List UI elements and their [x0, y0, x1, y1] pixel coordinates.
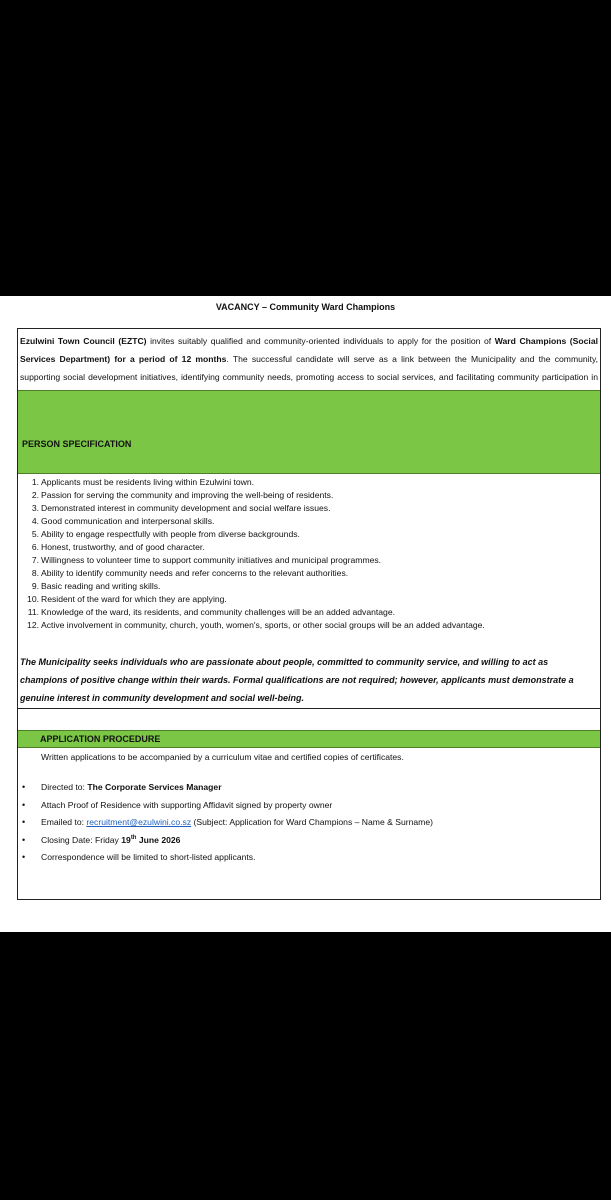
- written-applications-note: Written applications to be accompanied by a curriculum vitae and certified copies of certificates.: [41, 752, 404, 762]
- attach-text: Attach Proof of Residence with supporting Affidavit signed by property owner: [41, 799, 333, 810]
- list-item: [0, 502, 611, 515]
- list-number: 3.: [31, 503, 39, 513]
- list-item: [0, 832, 611, 850]
- intro-position: Ward Champions (Social Services Department) for a period of 12 months: [20, 336, 598, 364]
- list-item: [0, 515, 611, 528]
- person-specification-heading: PERSON SPECIFICATION: [18, 390, 600, 474]
- list-text: Passion for serving the community and improving the well-being of residents.: [41, 490, 334, 500]
- list-item: [0, 619, 611, 632]
- list-number: 11.: [27, 607, 39, 617]
- list-number: 12.: [27, 620, 39, 630]
- closing-day-suffix: th: [130, 834, 137, 841]
- bullet-icon: •: [22, 799, 26, 810]
- application-procedure-heading: APPLICATION PROCEDURE: [18, 730, 600, 748]
- email-link[interactable]: recruitment@ezulwini.co.sz: [86, 817, 192, 827]
- municipality-statement: The Municipality seeks individuals who are passionate about people, committed to community service, and willing to act as champions of positive change within their wards. Formal qualifications are not required; however, applicants must demonstrate a genuine interest in community development and social well-being.: [20, 657, 574, 703]
- procedure-list: [0, 779, 611, 867]
- list-item: [0, 528, 611, 541]
- list-item: [0, 814, 611, 832]
- bullet-icon: •: [22, 817, 26, 827]
- correspondence-text: Correspondence will be limited to short-listed applicants.: [41, 852, 256, 862]
- vacancy-document: [0, 296, 611, 932]
- list-number: 1.: [31, 477, 39, 487]
- list-item: [0, 797, 611, 815]
- directed-label: Directed to:: [41, 782, 88, 792]
- list-text: Active involvement in community, church, youth, women's, sports, or other social groups will be an added advantage.: [41, 620, 485, 630]
- list-number: 10.: [27, 594, 39, 604]
- bullet-icon: •: [22, 782, 26, 792]
- document-title: VACANCY – Community Ward Champions: [215, 302, 396, 312]
- list-item: [0, 849, 611, 867]
- list-number: 5.: [31, 529, 39, 539]
- list-text: Demonstrated interest in community development and social welfare issues.: [41, 503, 331, 513]
- list-item: [0, 593, 611, 606]
- email-subject: (Subject: Application for Ward Champions – Name & Surname): [191, 817, 433, 827]
- closing-day-number: 19: [121, 834, 131, 845]
- list-item: [0, 476, 611, 489]
- list-item: [0, 580, 611, 593]
- list-text: Good communication and interpersonal skills.: [41, 516, 215, 526]
- list-number: 7.: [31, 555, 39, 565]
- specification-list: [0, 476, 611, 632]
- list-text: Ability to engage respectfully with people from diverse backgrounds.: [41, 529, 300, 539]
- bullet-icon: •: [22, 834, 26, 845]
- list-text: Honest, trustworthy, and of good character.: [41, 542, 205, 552]
- intro-text-2: . The successful candidate will serve as a link between the Municipality and the community, supporting social development initiatives, identifying community needs, promoting access to social services, and facilitating community participation in: [20, 354, 598, 382]
- list-text: Applicants must be residents living within Ezulwini town.: [41, 477, 255, 487]
- list-number: 8.: [31, 568, 39, 578]
- list-text: Resident of the ward for which they are applying.: [41, 594, 227, 604]
- list-number: 9.: [31, 581, 39, 591]
- directed-value: The Corporate Services Manager: [87, 782, 222, 792]
- closing-day: [121, 835, 180, 845]
- list-item: [0, 541, 611, 554]
- emailed-label: Emailed to:: [41, 817, 87, 827]
- list-item: [0, 489, 611, 502]
- intro-org: Ezulwini Town Council (EZTC): [20, 336, 147, 346]
- list-text: Knowledge of the ward, its residents, and community challenges will be an added advantage.: [41, 607, 395, 617]
- closing-month-year: June 2026: [136, 834, 181, 845]
- list-number: 6.: [31, 542, 39, 552]
- list-item: [0, 779, 611, 797]
- list-text: Willingness to volunteer time to support community initiatives and municipal programmes.: [41, 555, 382, 565]
- list-text: Basic reading and writing skills.: [41, 581, 161, 591]
- list-number: 2.: [31, 490, 39, 500]
- list-number: 4.: [31, 516, 39, 526]
- closing-label: Closing Date: Friday: [41, 834, 122, 845]
- list-item: [0, 606, 611, 619]
- list-item: [0, 554, 611, 567]
- bullet-icon: •: [22, 852, 26, 862]
- list-text: Ability to identify community needs and refer concerns to the relevant authorities.: [41, 568, 349, 578]
- section-divider: [18, 708, 600, 709]
- intro-text-1: invites suitably qualified and community-oriented individuals to apply for the position of: [146, 336, 495, 346]
- list-item: [0, 567, 611, 580]
